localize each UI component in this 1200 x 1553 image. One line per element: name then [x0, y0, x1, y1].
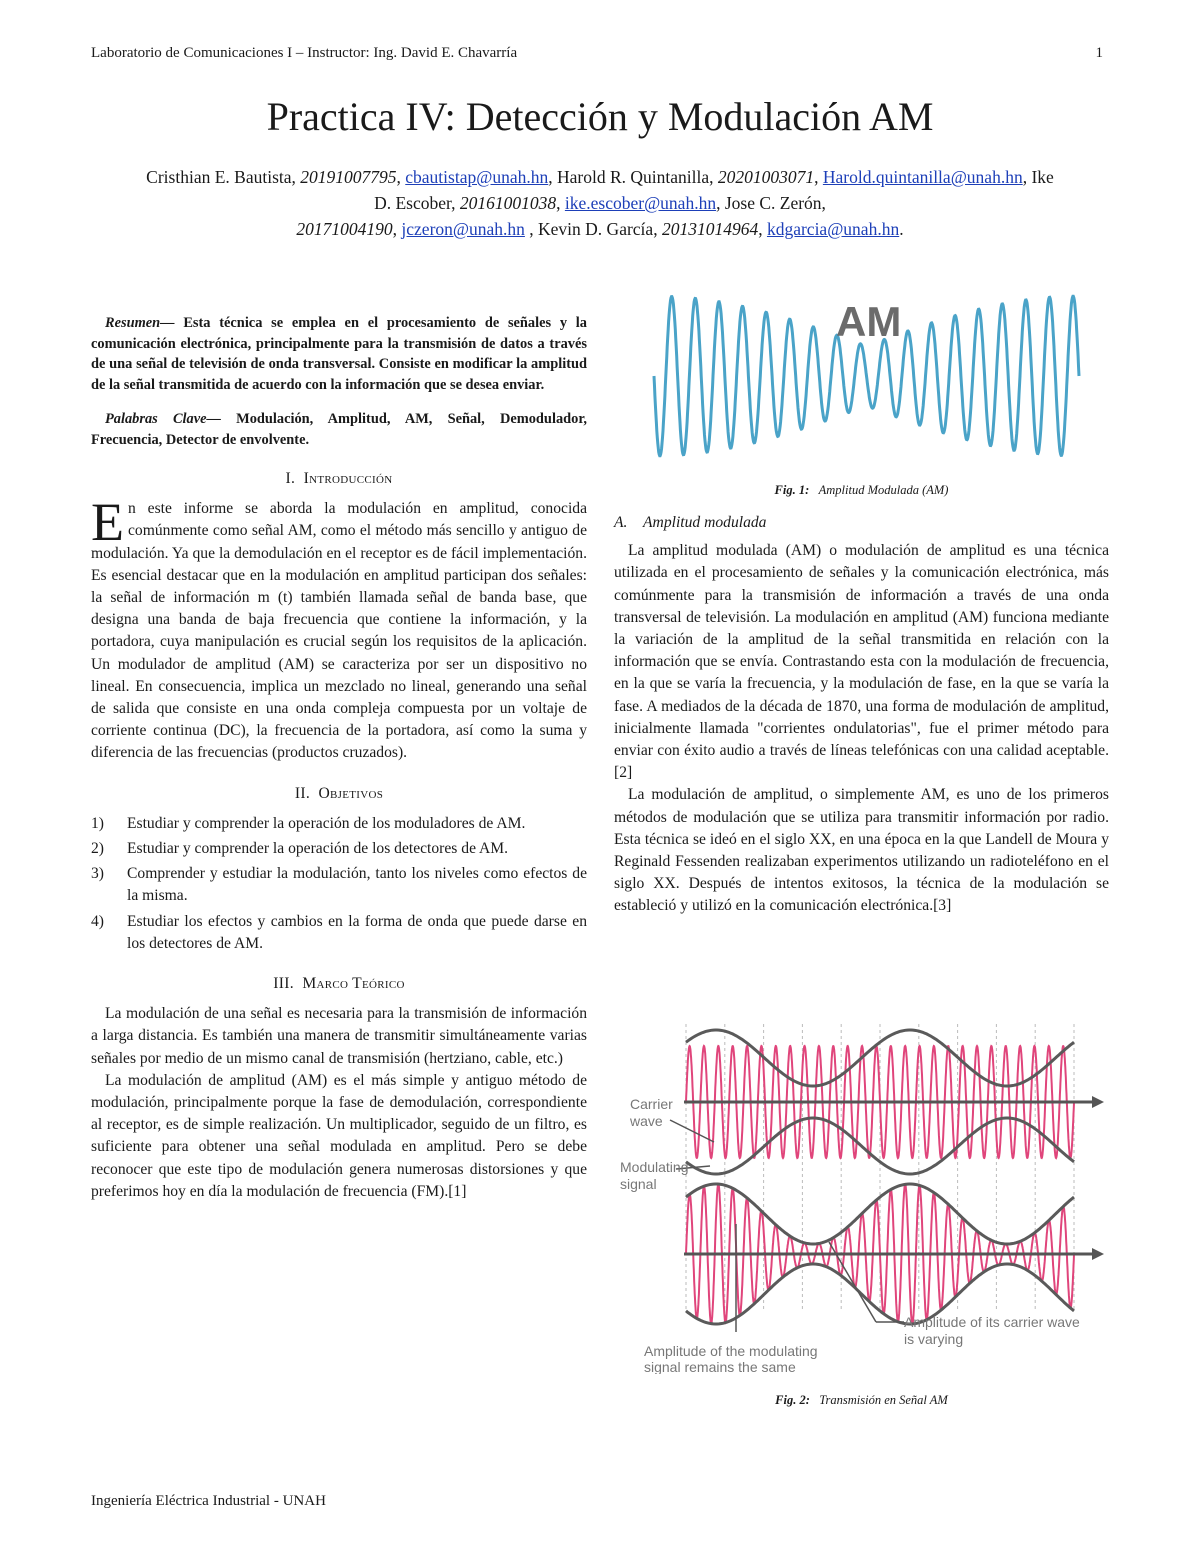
author-email-link[interactable]: ike.escober@unah.hn [564, 193, 717, 213]
section-title: Marco Teórico [302, 975, 405, 993]
list-item [91, 838, 587, 860]
am-transmission-figure [614, 1014, 1109, 1374]
list-number: 1) [91, 814, 104, 832]
list-text: Estudiar los efectos y cambios en la forma de onda que puede darse en los detectores de AM. [127, 912, 587, 952]
paper-title: Practica IV: Detección y Modulación AM [266, 94, 934, 139]
abstract-text: Esta técnica se emplea en el procesamiento de señales y la comunicación electrónica, principalmente para la transmisión de datos a través de una señal de televisión de onda transversal. Consiste en modificar la amplitud de la señal transmitida de acuerdo con la información que se desea enviar. [91, 315, 587, 393]
section-heading-theory [91, 973, 587, 995]
keywords-text: Modulación, Amplitud, AM, Señal, Demodulador, Frecuencia, Detector de envolvente. [91, 411, 587, 448]
section-number: II. [294, 784, 311, 802]
caption-text: Transmisión en Señal AM [819, 1393, 948, 1408]
am-wave-figure [614, 286, 1109, 466]
figure-2 [614, 1014, 1109, 1411]
figure-label: Fig. 2: [775, 1393, 810, 1408]
abstract-label: Resumen— [105, 315, 175, 331]
leader-line [670, 1120, 714, 1142]
modulating-label: signal [620, 1176, 657, 1192]
author-name: , Jose C. Zerón, [716, 193, 826, 213]
objectives-list [91, 813, 587, 955]
list-item [91, 863, 587, 907]
author-email-link[interactable]: jczeron@unah.hn [401, 219, 525, 239]
author-id: 20131014964 [661, 219, 759, 239]
list-item [91, 813, 587, 835]
caption-text: Amplitud Modulada (AM) [818, 483, 949, 498]
author-id: 20191007795 [300, 167, 397, 187]
subsection-paragraph-1: La amplitud modulada (AM) o modulación de amplitud es una técnica utilizada en el procesamiento de señales y la comunicación electrónica, más comúnmente para la transmisión de información a través de una onda transversal de televisión. La modulación en amplitud (AM) funciona mediante la variación de la amplitud de la señal transmitida en relación con la información que se envía. Contrastando esta con la modulación de frecuencia, en la que se varía la frecuencia, y la modulación de fase, en la que se varía la fase. A mediados de la década de 1870, una forma de modulación de amplitud, inicialmente llamada "corrientes ondulatorias", fue el primer método para enviar con éxito audio a través de líneas telefónicas con una calidad aceptable. [2] [614, 542, 1109, 782]
author-email-link[interactable]: kdgarcia@unah.hn [766, 219, 900, 239]
intro-paragraph [91, 492, 587, 764]
list-number: 3) [91, 865, 104, 883]
section-number: I. [285, 470, 296, 487]
amplitude-modulating-label: signal remains the same [644, 1359, 796, 1374]
section-heading-objectives [91, 783, 587, 805]
subsection-a [614, 512, 1109, 918]
author-id: 20201003071 [717, 167, 815, 187]
list-number: 2) [91, 840, 104, 858]
list-text: Estudiar y comprender la operación de los detectores de AM. [127, 840, 509, 858]
page-number: 1 [1095, 45, 1103, 61]
theory-paragraph-1: La modulación de una señal es necesaria para la transmisión de información a larga distancia. Es también una manera de transmitir simultáneamente varias señales por medio de un mismo canal de transmisión (hertziano, cable, etc.) [91, 1005, 587, 1067]
list-number: 4) [91, 912, 104, 930]
list-item [91, 911, 587, 955]
intro-text: n este informe se aborda la modulación en amplitud, conocida comúnmente como señal AM, como el método más sencillo y antiguo de modulación. Ya que la demodulación en el receptor es de fácil implementación. Es esencial destacar que en la modulación en amplitud participan dos señales: la señal de información m (t) también llamada señal de banda base, que designa una banda de baja frecuencia que contiene la información, y la portadora, cuya manipulación es crucial según los requisitos de la aplicación. Un modulador de amplitud (AM) se caracteriza por ser un dispositivo no lineal. En consecuencia, implica un mezclado no lineal, generando una señal de salida que consiste en una onda compleja compuesta por un voltaje de corriente continua (DC), la frecuencia de la portadora, así como la suma y diferencia de las frecuencias (productos cruzados). [91, 500, 587, 762]
author-name: , Ike D. Escober, [374, 167, 1054, 213]
carrier-label: wave [630, 1113, 663, 1129]
subsection-title: Amplitud modulada [643, 514, 767, 531]
subsection-paragraph-2: La modulación de amplitud, o simplemente AM, es uno de los primeros métodos de modulación que se utiliza para transmitir información por radio. Esta técnica se ideó en el siglo XX, en una época en la que Landell de Moura y Reginald Fessenden realizaban experimentos utilizando un radioteléfono en el siglo XX. Después de intentos exitosos, la técnica de la modulación se estableció y utilizó en la comunicación electrónica.[3] [614, 786, 1109, 915]
abstract [91, 313, 587, 395]
section-title: Objetivos [318, 784, 384, 802]
author-email-link[interactable]: cbautistap@unah.hn [405, 167, 549, 187]
author-name: Cristhian E. Bautista, [146, 167, 301, 187]
running-title: Laboratorio de Comunicaciones I – Instructor: Ing. David E. Chavarría [91, 45, 518, 61]
carrier-label: Carrier [630, 1096, 673, 1112]
arrow-icon [1092, 1248, 1104, 1260]
author-list: Cristhian E. Bautista, 20191007795, cbautistap@unah.hn, Harold R. Quintanilla, 20201003071, Harold.quintanilla@unah.hn, Ike D. Escober, 20161001038, ike.escober@unah.hn, Jose C. Zerón, 20171004190, jczeron@unah.hn , Kevin D. García, 20131014964, kdgarcia@unah.hn. [146, 167, 1054, 239]
author-email-link[interactable]: Harold.quintanilla@unah.hn [822, 167, 1023, 187]
figure-2-caption [614, 1389, 1109, 1411]
amplitude-carrier-label: Amplitude of its carrier wave [904, 1314, 1080, 1330]
author-id: 20171004190 [296, 219, 393, 239]
section-title: Introducción [303, 470, 393, 487]
arrow-icon [1092, 1096, 1104, 1108]
subsection-label: A. [614, 514, 628, 531]
list-text: Estudiar y comprender la operación de los moduladores de AM. [127, 814, 526, 832]
keywords [91, 409, 587, 450]
page-footer: Ingeniería Eléctrica Industrial - UNAH [91, 1493, 326, 1509]
subsection-heading [614, 512, 1109, 534]
amplitude-carrier-label: is varying [904, 1331, 964, 1347]
figure-label: Fig. 1: [774, 483, 810, 498]
author-name: , Kevin D. García, [524, 219, 662, 239]
running-header [91, 45, 1111, 62]
author-name: Harold R. Quintanilla, [552, 167, 718, 187]
left-column [91, 313, 587, 1203]
am-figure-label: AM [836, 298, 902, 345]
keywords-label: Palabras Clave— [105, 411, 221, 427]
modulating-label: Modulating [620, 1159, 689, 1175]
figure-1 [614, 286, 1109, 501]
section-heading-intro [91, 468, 587, 490]
section-number: III. [273, 975, 294, 993]
list-text: Comprender y estudiar la modulación, tanto los niveles como efectos de la misma. [127, 865, 587, 905]
author-id: 20161001038 [459, 193, 557, 213]
amplitude-modulating-label: Amplitude of the modulating [644, 1343, 818, 1359]
theory-paragraph-2: La modulación de amplitud (AM) es el más simple y antiguo método de modulación, principalmente porque la fase de demodulación, correspondiente al receptor, es de simple realización. Un multiplicador, seguido de un filtro, es suficiente para obtener una señal modulada en amplitud. Pero se debe reconocer que este tipo de modulación genera numerosas distorsiones y que preferimos hoy en día la modulación de frecuencia (FM).[1] [91, 1071, 587, 1200]
drop-cap: E [91, 492, 124, 553]
figure-1-caption [614, 479, 1109, 501]
